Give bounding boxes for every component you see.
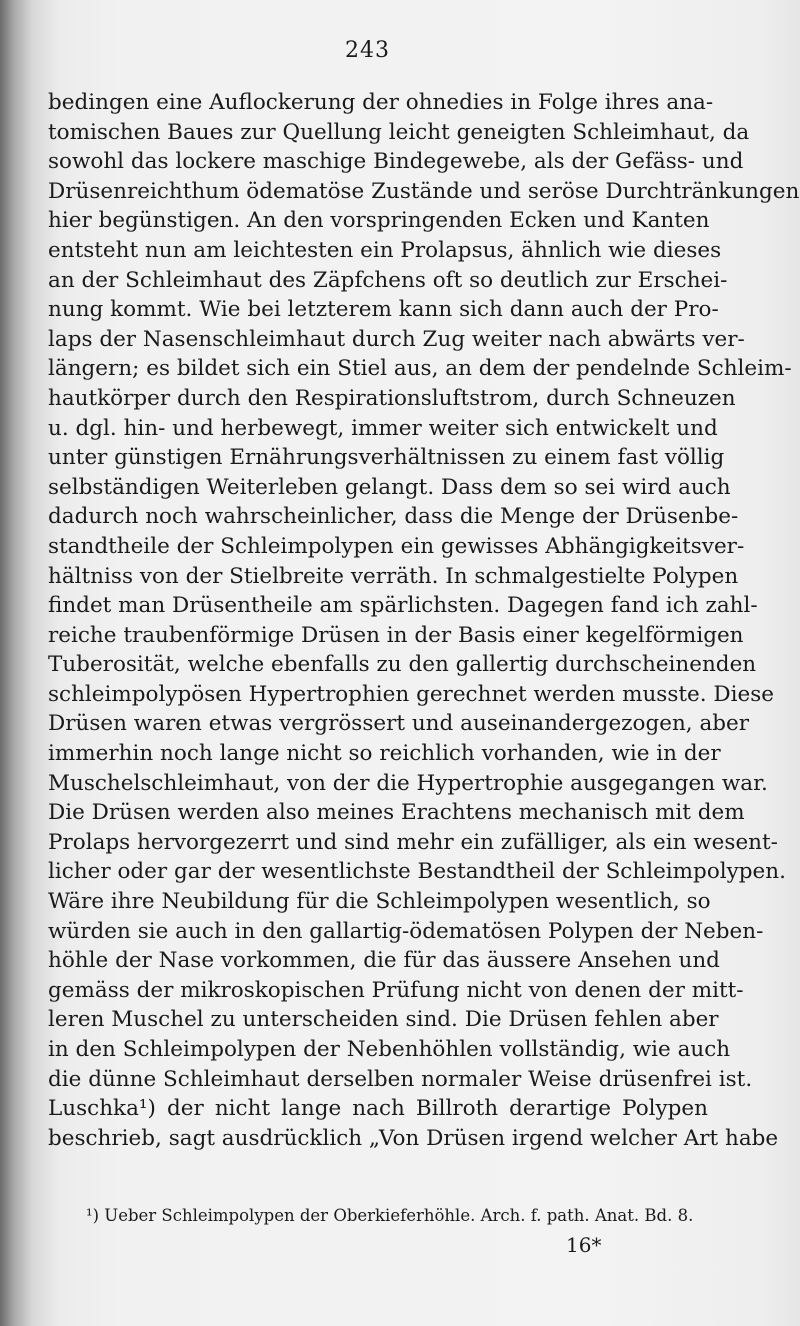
text-line: hältniss von der Stielbreite verräth. In schmalgestielte Polypen [48,563,739,589]
text-line: in den Schleimpolypen der Nebenhöhlen vollständig, wie auch [48,1037,731,1062]
text-line: u. dgl. hin- und herbewegt, immer weiter sich entwickelt und [48,415,718,441]
text-line: höhle der Nase vorkommen, die für das äussere Ansehen und [48,948,720,974]
text-line: sowohl das lockere maschige Bindegewebe, als der Gefäss- und [48,149,744,175]
text-line: unter günstigen Ernährungsverhältnissen zu einem fast völlig [48,445,725,471]
text-line: an der Schleimhaut des Zäpfchens oft so deutlich zur Erschei- [48,267,728,293]
text-line: hautkörper durch den Respirationsluftstrom, durch Schneuzen [48,385,736,411]
text-line: reiche traubenförmige Drüsen in der Basis einer kegelförmigen [48,622,744,648]
text-line: längern; es bildet sich ein Stiel aus, an dem der pendelnde Schleim- [48,356,792,382]
text-line: laps der Nasenschleimhaut durch Zug weiter nach abwärts ver- [48,326,745,352]
body-text [48,88,800,1153]
text-line: Luschka¹) der nicht lange nach Billroth derartige Polypen [48,1096,708,1122]
text-line: findet man Drüsentheile am spärlichsten. Dagegen fand ich zahl- [48,593,758,619]
text-line: leren Muschel zu unterscheiden sind. Die Drüsen fehlen aber [48,1007,719,1033]
text-line: gemäss der mikroskopischen Prüfung nicht von denen der mitt- [48,977,744,1003]
text-line: licher oder gar der wesentlichste Bestandtheil der Schleimpolypen. [48,859,786,885]
text-line: Tuberosität, welche ebenfalls zu den gallertig durchscheinenden [48,652,757,678]
text-line: entsteht nun am leichtesten ein Prolapsus, ähnlich wie dieses [48,237,722,263]
text-line: Die Drüsen werden also meines Erachtens mechanisch mit dem [48,800,745,826]
page-number: 243 [345,38,390,63]
text-line: schleimpolypösen Hypertrophien gerechnet werden musste. Diese [48,681,774,707]
text-line: immerhin noch lange nicht so reichlich vorhanden, wie in der [48,741,721,767]
sheet-signature: 16* [566,1233,602,1257]
text-line: Drüsenreichthum ödematöse Zustände und seröse Durchtränkungen [48,178,800,204]
text-line: Prolaps hervorgezerrt und sind mehr ein zufälliger, als ein wesent- [48,829,778,855]
footnote: ¹) Ueber Schleimpolypen der Oberkieferhöhle. Arch. f. path. Anat. Bd. 8. [86,1206,694,1225]
text-line: beschrieb, sagt ausdrücklich „Von Drüsen irgend welcher Art habe [48,1125,779,1151]
text-line: würden sie auch in den gallartig-ödematösen Polypen der Neben- [48,918,764,944]
text-line: nung kommt. Wie bei letzterem kann sich dann auch der Pro- [48,297,719,323]
text-line: Muschelschleimhaut, von der die Hypertrophie ausgegangen war. [48,770,768,796]
text-line: bedingen eine Auflockerung der ohnedies in Folge ihres ana- [48,90,714,115]
text-line: tomischen Baues zur Quellung leicht geneigten Schleimhaut, da [48,119,750,145]
text-line: die dünne Schleimhaut derselben normaler Weise drüsenfrei ist. [48,1066,753,1092]
text-line: dadurch noch wahrscheinlicher, dass die Menge der Drüsenbe- [48,504,739,530]
text-line: Wäre ihre Neubildung für die Schleimpolypen wesentlich, so [48,889,711,915]
text-line: standtheile der Schleimpolypen ein gewisses Abhängigkeitsver- [48,533,745,559]
text-line: selbständigen Weiterleben gelangt. Dass dem so sei wird auch [48,474,731,500]
text-line: hier begünstigen. An den vorspringenden Ecken und Kanten [48,208,710,234]
text-line: Drüsen waren etwas vergrössert und auseinandergezogen, aber [48,711,750,737]
